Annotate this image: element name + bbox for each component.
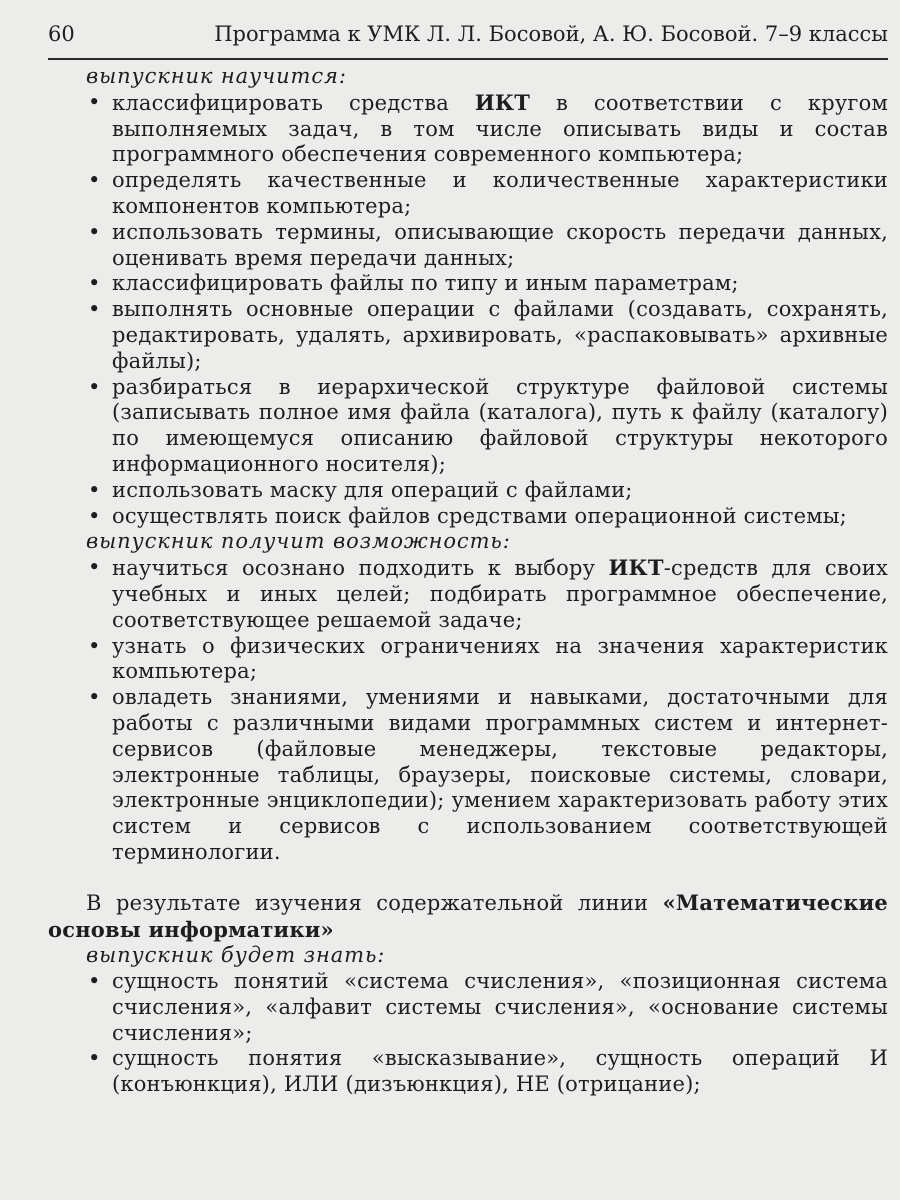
page-body [48, 64, 888, 1098]
list-item: • осуществлять поиск файлов средствами операционной системы; [48, 504, 888, 530]
list-item: • сущность понятий «система счисления», «позиционная система счисления», «алфавит системы счисления», «основание системы счисления»; [48, 969, 888, 1046]
list-item: • узнать о физических ограничениях на значения характеристик компьютера; [48, 634, 888, 686]
list-item: • использовать маску для операций с файлами; [48, 478, 888, 504]
list-item: • разбираться в иерархической структуре файловой системы (записывать полное имя файла (каталога), путь к файлу (каталогу) по имеющемуся описанию файловой структуры некоторого информационного носителя); [48, 375, 888, 478]
page-header [48, 22, 888, 52]
list-item: • классифицировать файлы по типу и иным параметрам; [48, 271, 888, 297]
list-item: • научиться осознано подходить к выбору ИКТ-средств для своих учебных и иных целей; подбирать программное обеспечение, соответствующее решаемой задаче; [48, 555, 888, 633]
list-item: • определять качественные и количественные характеристики компонентов компьютера; [48, 168, 888, 220]
section-intro-learn: выпускник научится: [86, 64, 347, 88]
page-number: 60 [48, 22, 75, 46]
list-item: • овладеть знаниями, умениями и навыками, достаточными для работы с различными видами программных систем и интернет-сервисов (файловые менеджеры, текстовые редакторы, электронные таблицы, браузеры, поисковые системы, словари, электронные энциклопедии); умением характеризовать работу этих систем и сервисов с использованием соответствующей терминологии. [48, 685, 888, 866]
learn-list [48, 90, 888, 530]
section-intro-opportunity: выпускник получит возможность: [86, 529, 511, 554]
know-list [48, 969, 888, 1098]
running-title: Программа к УМК Л. Л. Босовой, А. Ю. Босовой. 7–9 классы [214, 22, 888, 46]
list-item: • классифицировать средства ИКТ в соответствии с кругом выполняемых задач, в том числе описывать виды и состав программного обеспечения современного компьютера; [48, 90, 888, 168]
list-item: • сущность понятия «высказывание», сущность операций И (конъюнкция), ИЛИ (дизъюнкция), НЕ (отрицание); [48, 1046, 888, 1098]
opportunity-list [48, 555, 888, 866]
list-item: • использовать термины, описывающие скорость передачи данных, оценивать время передачи данных; [48, 220, 888, 272]
list-item: • выполнять основные операции с файлами (создавать, сохранять, редактировать, удалять, архивировать, «распаковывать» архивные файлы); [48, 297, 888, 374]
section-intro-know: выпускник будет знать: [86, 943, 386, 968]
header-rule [48, 58, 888, 60]
section-paragraph: В результате изучения содержательной линии «Математические основы информатики» [48, 889, 888, 942]
